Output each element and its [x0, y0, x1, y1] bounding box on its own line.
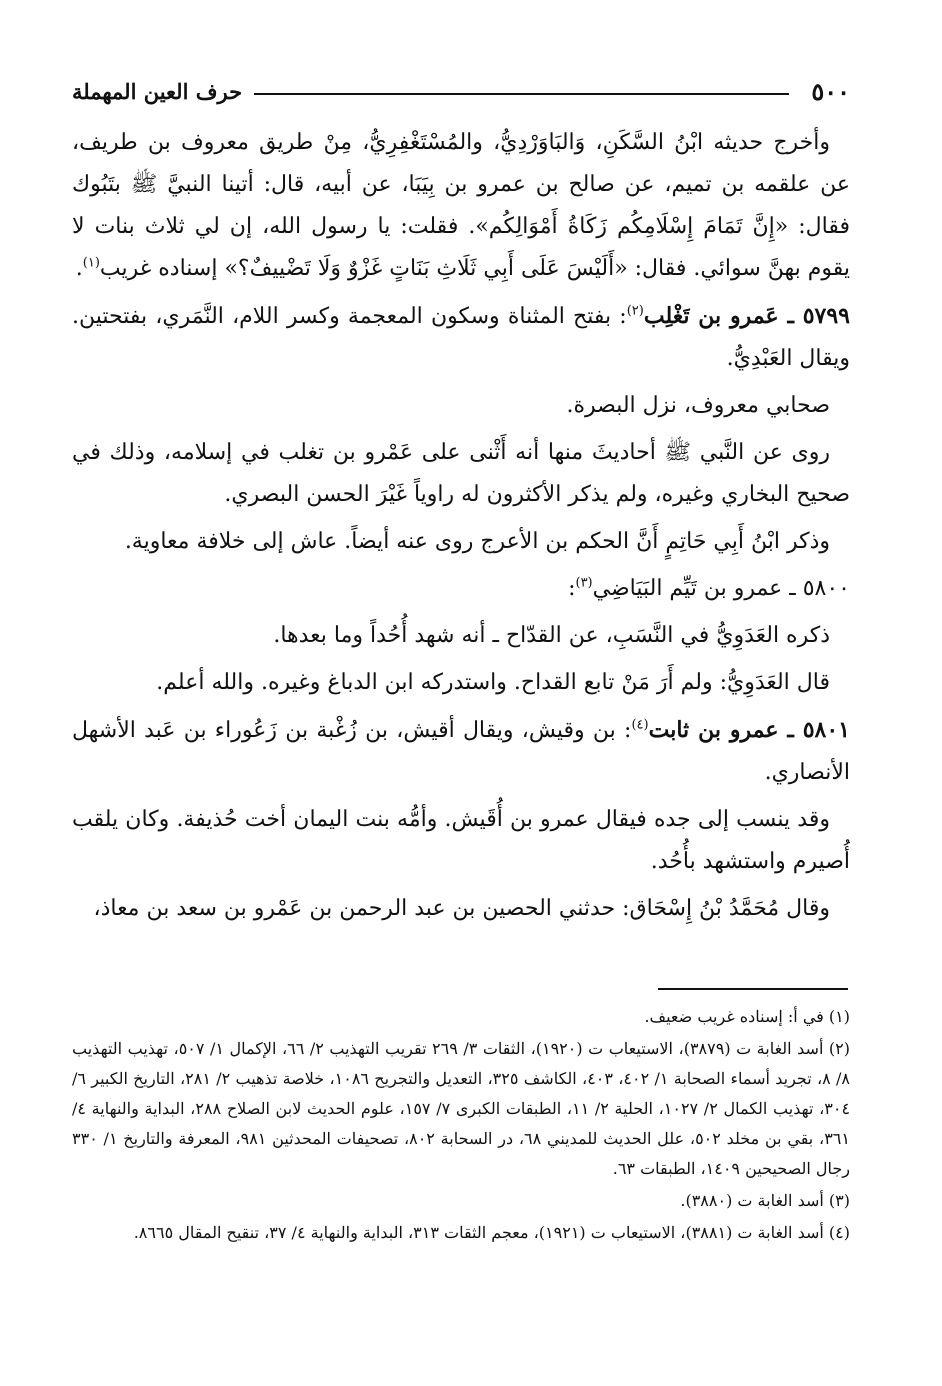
footnote-3: (٣) أسد الغابة ت (٣٨٨٠).	[680, 1191, 850, 1210]
entry-heading: ٥٧٩٩ ـ عَمرو بن تَغْلِب	[643, 303, 850, 329]
entry-heading: ٥٨٠١ ـ عمرو بن ثابت	[648, 717, 850, 743]
paragraph: قال العَدَوِيُّ: ولم أَرَ مَنْ تابع القداح. واستدركه ابن الدباغ وغيره. والله أعلم.	[156, 670, 830, 695]
footnote-ref: (٣)	[575, 575, 593, 591]
footnote-1: (١) في أ: إسناده غريب ضعيف.	[644, 1007, 850, 1026]
paragraph: ذكره العَدَوِيُّ في النَّسَبِ، عن القدّاح ـ أنه شهد أُحُداً وما بعدها.	[273, 623, 830, 648]
entry-5801: ٥٨٠١ ـ عمرو بن ثابت$^{(٤)}$: بن وقيش، ويقال أقيش، بن زُغْبة بن زَعُوراء بن عَبد الأشهل الأنصاري.	[72, 717, 850, 785]
footnote-ref: (٢)	[626, 303, 644, 319]
footnotes	[72, 1002, 850, 1250]
paragraph: وأخرج حديثه ابْنُ السَّكَنِ، وَالبَاوَرْدِيُّ، والمُسْتَغْفِرِيُّ، مِنْ طريق معروف بن طريف، عن علقمه بن تميم، عن صالح بن عمرو بن بِيَبَا، عن أبيه، قال: أتينا النبيَّ ﷺ بتَبُوك فقال: «إِنَّ تَمَامَ إِسْلَامِكُم زَكَاةُ أَمْوَالِكُم». فقلت: يا رسول الله، إن لي ثلاث بنات لا يقوم بهنَّ سوائي. فقال: «أَلَيْسَ عَلَى أَبِي ثَلَاثِ بَنَاتٍ غَزْوٌ وَلَا تَضْييفٌ؟» إسناده غريب$^{(١)}$.	[72, 130, 850, 281]
entry-5799: ٥٧٩٩ ـ عَمرو بن تَغْلِب$^{(٢)}$: بفتح المثناة وسكون المعجمة وكسر اللام، النَّمَري، بفتحتين. ويقال العَبْدِيُّ.	[72, 303, 850, 371]
chapter-title: حرف العين المهملة	[72, 78, 243, 104]
paragraph: وقال مُحَمَّدُ بْنُ إِسْحَاق: حدثني الحصين بن عبد الرحمن بن عَمْرو بن سعد بن معاذ،	[93, 896, 830, 921]
entry-heading: ٥٨٠٠ ـ عمرو بن تَيِّم البَيَاضِي	[592, 576, 850, 601]
entry-5800: ٥٨٠٠ ـ عمرو بن تَيِّم البَيَاضِي$^{(٣)}$:	[568, 575, 850, 601]
footnote-ref: (١)	[82, 255, 100, 271]
page-number: ٥٠٠	[811, 76, 850, 106]
footnote-4: (٤) أسد الغابة ت (٣٨٨١)، الاستيعاب ت (١٩٢١)، معجم الثقات ٣١٣، البداية والنهاية ٤/ ٣٧، تنقيح المقال ٨٦٦٥.	[133, 1223, 850, 1242]
footnote-2: (٢) أسد الغابة ت (٣٨٧٩)، الاستيعاب ت (١٩٢٠)، الثقات ٣/ ٢٦٩ تقريب التهذيب ٢/ ٦٦، الإكمال ١/ ٥٠٧، تهذيب التهذيب ٨/ ٨، تجريد أسماء الصحابة ١/ ٤٠٢، ٤٠٣، الكاشف ٣٢٥، التعديل والتجريح ١٠٨٦، خلاصة تذهيب ٢/ ٢٨١، التاريخ الكبير ٦/ ٣٠٤، تهذيب الكمال ٢/ ١٠٢٧، الحلية ٢/ ١١، الطبقات الكبرى ٧/ ١٥٧، علوم الحديث لابن الصلاح ٢٨٨، البداية والنهاية ٤/ ٣٦١، بقي بن مخلد ٥٠٢، علل الحديث للمديني ٦٨، در السحابة ٨٠٢، تصحيفات المحدثين ٩٨١، المعرفة والتاريخ ١/ ٣٣٠ رجال الصحيحين ١٤٠٩، الطبقات ٦٣.	[72, 1039, 851, 1178]
footnote-ref: (٤)	[631, 717, 649, 733]
header-rule	[254, 93, 789, 95]
paragraph: وذكر ابْنُ أَبِي حَاتِمٍ أَنَّ الحكم بن الأعرج روى عنه أيضاً. عاش إلى خلافة معاوية.	[124, 529, 830, 554]
main-text	[72, 122, 850, 935]
page-header	[72, 74, 850, 108]
paragraph: روى عن النَّبي ﷺ أحاديثَ منها أنه أَثْنى على عَمْرو بن تغلب في إسلامه، وذلك في صحيح البخاري وغيره، ولم يذكر الأكثرون له راوياً غَيْرَ الحسن البصري.	[72, 440, 850, 507]
paragraph: صحابي معروف، نزل البصرة.	[566, 393, 830, 418]
paragraph: وقد ينسب إلى جده فيقال عمرو بن أُقَيش. وأمُّه بنت اليمان أخت حُذيفة. وكان يلقب أُصيرم واستشهد بأُحُد.	[72, 807, 850, 874]
footnote-divider	[658, 988, 848, 990]
